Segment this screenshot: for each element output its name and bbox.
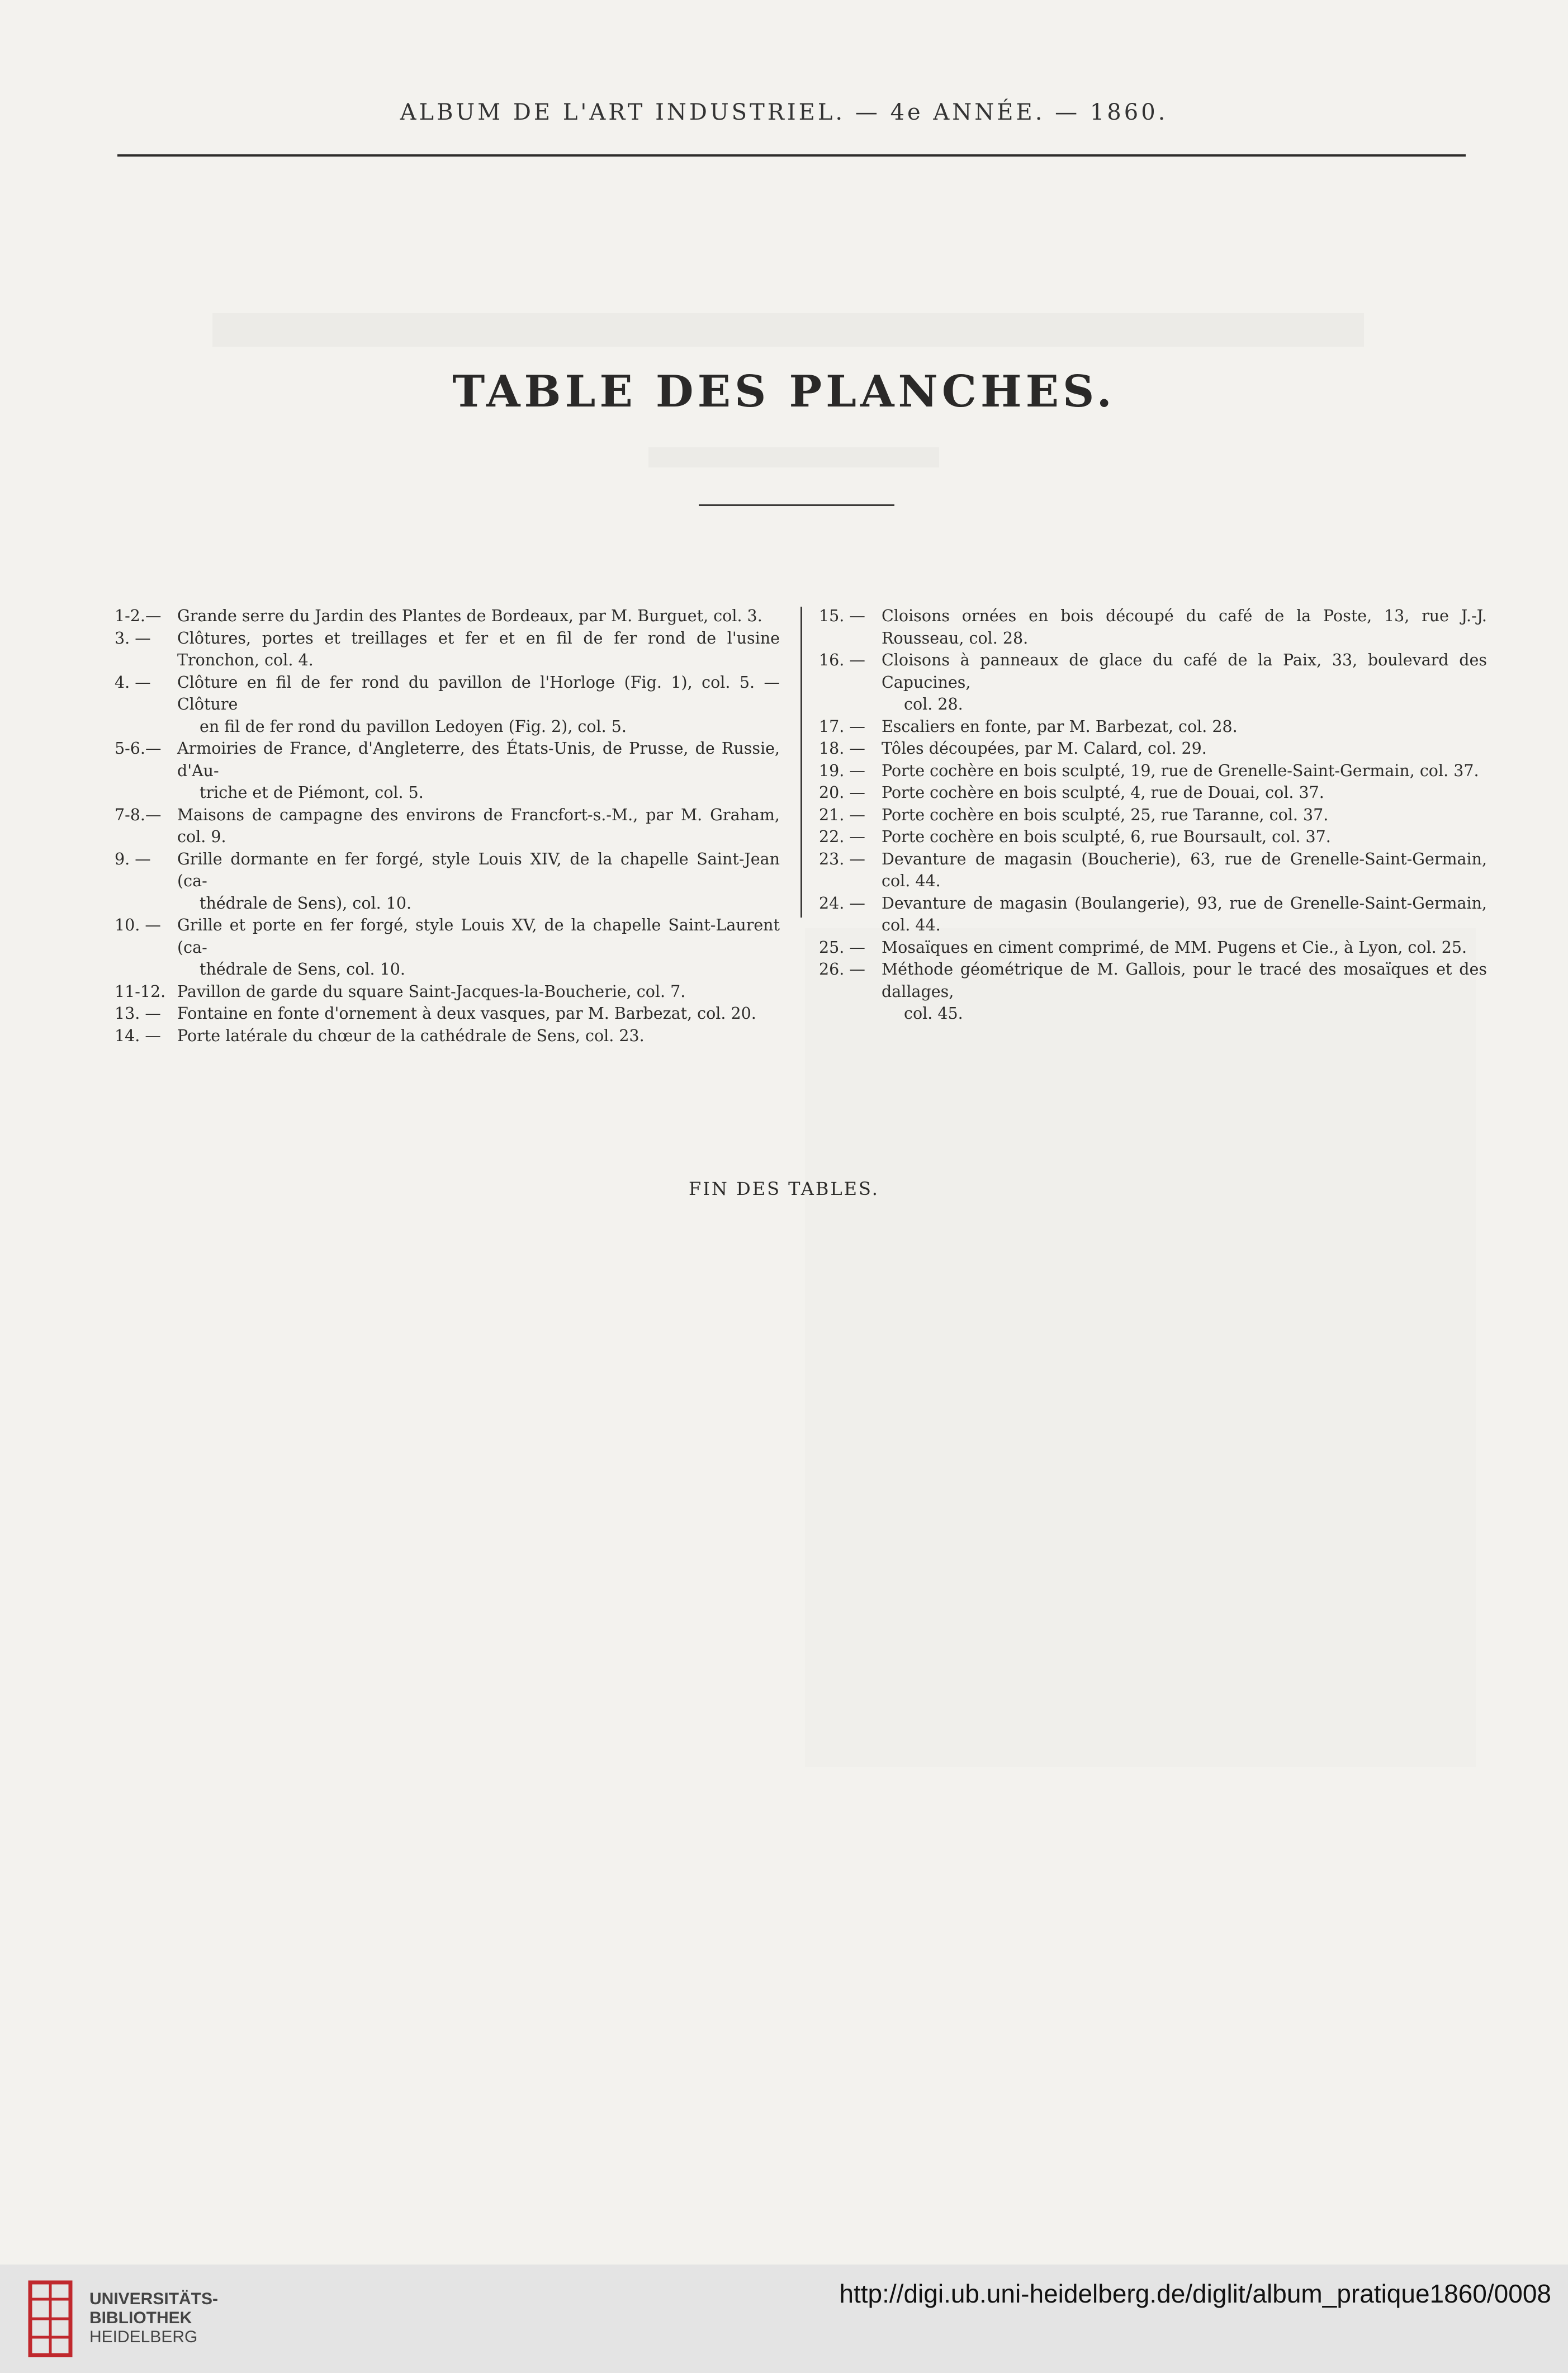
list-item <box>819 937 1487 959</box>
plate-description: Clôtures, portes et treillages et fer et en fil de fer rond de l'usine Tronchon, col. 4. <box>177 628 780 669</box>
plate-number: 21. — <box>819 805 865 824</box>
page-title: TABLE DES PLANCHES. <box>452 366 1116 417</box>
plate-description: Porte cochère en bois sculpté, 4, rue de Douai, col. 37. <box>882 783 1324 802</box>
list-item <box>115 605 780 627</box>
list-item <box>819 605 1487 649</box>
plate-description: Mosaïques en ciment comprimé, de MM. Pugens et Cie., à Lyon, col. 25. <box>882 938 1467 957</box>
plate-description: Porte cochère en bois sculpté, 6, rue Boursault, col. 37. <box>882 828 1331 846</box>
plate-number: 14. — <box>115 1026 161 1045</box>
plate-number: 18. — <box>819 739 865 758</box>
plate-description: Maisons de campagne des environs de Francfort-s.-M., par M. Graham, col. 9. <box>177 805 780 846</box>
plate-number: 7-8.— <box>115 805 162 824</box>
plate-description: Armoiries de France, d'Angleterre, des États-Unis, de Prusse, de Russie, d'Au- <box>177 739 780 780</box>
list-item <box>819 892 1487 937</box>
plate-number: 3. — <box>115 628 151 647</box>
list-item <box>115 1025 780 1047</box>
list-item <box>819 782 1487 804</box>
plate-number: 5-6.— <box>115 739 162 758</box>
plate-description: Porte cochère en bois sculpté, 25, rue Taranne, col. 37. <box>882 805 1329 824</box>
plate-description: Grille et porte en fer forgé, style Louis XV, de la chapelle Saint-Laurent (ca- <box>177 916 780 957</box>
plate-description: Cloisons à panneaux de glace du café de la Paix, 33, boulevard des Capucines, <box>882 651 1487 692</box>
plate-description-continued: en fil de fer rond du pavillon Ledoyen (Fig. 2), col. 5. <box>200 717 627 736</box>
list-item <box>819 649 1487 716</box>
list-item <box>115 738 780 804</box>
list-item <box>115 981 780 1003</box>
show-through-decoration <box>648 447 939 467</box>
title-rule <box>699 504 894 506</box>
plate-number: 13. — <box>115 1004 161 1023</box>
plates-list-right <box>819 605 1487 1025</box>
plate-number: 23. — <box>819 849 865 868</box>
library-logo-icon <box>19 2277 82 2361</box>
plate-description: Pavillon de garde du square Saint-Jacques-la-Boucherie, col. 7. <box>177 982 686 1001</box>
plate-description-continued: triche et de Piémont, col. 5. <box>200 783 424 802</box>
plate-description: Cloisons ornées en bois découpé du café de la Poste, 13, rue J.-J. Rousseau, col. 28. <box>882 607 1487 647</box>
source-url-link[interactable]: http://digi.ub.uni-heidelberg.de/diglit/album_pratique1860/0008 <box>839 2279 1551 2308</box>
running-head: ALBUM DE L'ART INDUSTRIEL. — 4e ANNÉE. — 1860. <box>400 100 1168 125</box>
plate-description: Escaliers en fonte, par M. Barbezat, col. 28. <box>882 717 1238 736</box>
plate-number: 16. — <box>819 651 865 669</box>
plate-description: Devanture de magasin (Boucherie), 63, rue de Grenelle-Saint-Germain, col. 44. <box>882 849 1487 890</box>
plate-number: 9. — <box>115 849 151 868</box>
plate-number: 26. — <box>819 960 865 978</box>
plate-number: 20. — <box>819 783 865 802</box>
plate-description: Porte cochère en bois sculpté, 19, rue de Grenelle-Saint-Germain, col. 37. <box>882 761 1479 780</box>
plate-number: 4. — <box>115 673 151 692</box>
list-item <box>115 804 780 848</box>
plate-description: Porte latérale du chœur de la cathédrale de Sens, col. 23. <box>177 1026 645 1045</box>
library-name-line1: UNIVERSITÄTS- <box>89 2290 219 2308</box>
plate-description: Grande serre du Jardin des Plantes de Bordeaux, par M. Burguet, col. 3. <box>177 607 762 625</box>
plate-number: 19. — <box>819 761 865 780</box>
list-item <box>819 716 1487 738</box>
plate-description: Méthode géométrique de M. Gallois, pour le tracé des mosaïques et des dallages, <box>882 960 1487 1001</box>
plate-number: 22. — <box>819 828 865 846</box>
list-item <box>115 914 780 981</box>
plate-number: 17. — <box>819 717 865 736</box>
column-divider <box>800 607 802 918</box>
list-item <box>819 738 1487 760</box>
plate-number: 11-12. <box>115 982 166 1001</box>
plate-description-continued: col. 28. <box>904 695 963 713</box>
list-item <box>819 760 1487 782</box>
plates-list-left <box>115 605 780 1047</box>
plate-number: 24. — <box>819 894 865 913</box>
plate-number: 10. — <box>115 916 161 934</box>
show-through-decoration <box>805 928 1476 1767</box>
list-item <box>115 627 780 672</box>
plate-description: Devanture de magasin (Boulangerie), 93, rue de Grenelle-Saint-Germain, col. 44. <box>882 894 1487 934</box>
list-item <box>819 958 1487 1025</box>
list-item <box>819 804 1487 826</box>
list-item <box>115 672 780 738</box>
library-name-line2: BIBLIOTHEK <box>89 2309 192 2327</box>
show-through-decoration <box>212 313 1364 347</box>
plate-description: Fontaine en fonte d'ornement à deux vasques, par M. Barbezat, col. 20. <box>177 1004 756 1023</box>
plate-number: 25. — <box>819 938 865 957</box>
list-item <box>115 848 780 915</box>
list-item <box>115 1003 780 1025</box>
list-item <box>819 848 1487 892</box>
header-rule <box>117 154 1466 157</box>
list-item <box>819 826 1487 848</box>
plate-description-continued: thédrale de Sens, col. 10. <box>200 960 405 978</box>
plate-number: 15. — <box>819 607 865 625</box>
end-of-tables: FIN DES TABLES. <box>689 1178 879 1199</box>
plate-description: Clôture en fil de fer rond du pavillon de l'Horloge (Fig. 1), col. 5. — Clôture <box>177 673 780 713</box>
plate-description-continued: thédrale de Sens), col. 10. <box>200 894 412 913</box>
plate-number: 1-2.— <box>115 607 162 625</box>
library-name <box>89 2290 218 2347</box>
plate-description: Tôles découpées, par M. Calard, col. 29. <box>882 739 1207 758</box>
library-name-line3: HEIDELBERG <box>89 2328 198 2346</box>
plate-description: Grille dormante en fer forgé, style Louis XIV, de la chapelle Saint-Jean (ca- <box>177 849 780 890</box>
plate-description-continued: col. 45. <box>904 1004 963 1023</box>
